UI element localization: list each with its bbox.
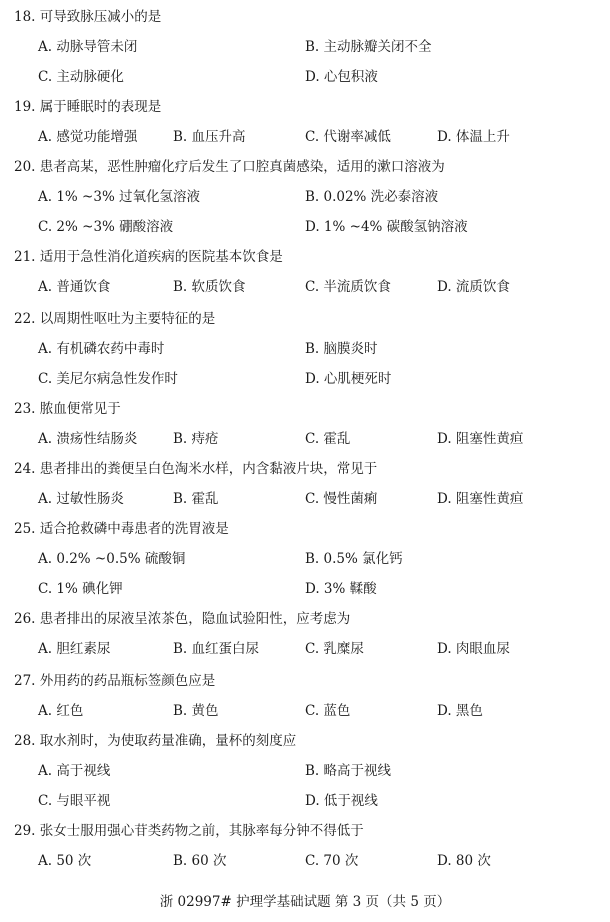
option-c: C. 半流质饮食 xyxy=(305,279,391,295)
option-c: C. 蓝色 xyxy=(305,703,351,719)
option-c: C. 2% ~3% 硼酸溶液 xyxy=(38,219,174,235)
option-b: B. 主动脉瓣关闭不全 xyxy=(305,39,432,55)
question-stem: 29. 张女士服用强心苷类药物之前，其脉率每分钟不得低于 xyxy=(14,823,364,839)
option-d: D. 3% 鞣酸 xyxy=(305,581,377,597)
option-b: B. 略高于视线 xyxy=(305,763,392,779)
option-c: C. 乳糜尿 xyxy=(305,641,364,657)
question-stem: 24. 患者排出的粪便呈白色淘米水样，内含黏液片块，常见于 xyxy=(14,461,378,477)
option-d: D. 黑色 xyxy=(437,703,483,719)
question-stem: 21. 适用于急性消化道疾病的医院基本饮食是 xyxy=(14,249,283,265)
option-a: A. 过敏性肠炎 xyxy=(38,491,124,507)
option-a: A. 普通饮食 xyxy=(38,279,111,295)
page-footer: 浙 02997# 护理学基础试题 第 3 页（共 5 页） xyxy=(159,894,451,910)
option-c: C. 1% 碘化钾 xyxy=(38,581,123,597)
option-a: A. 感觉功能增强 xyxy=(38,129,138,145)
option-d: D. 心包积液 xyxy=(305,69,378,85)
option-c: C. 慢性菌痢 xyxy=(305,491,378,507)
question-stem: 26. 患者排出的尿液呈浓茶色，隐血试验阳性，应考虑为 xyxy=(14,611,351,627)
option-a: A. 红色 xyxy=(38,703,84,719)
option-a: A. 溃疡性结肠炎 xyxy=(38,431,138,447)
option-b: B. 脑膜炎时 xyxy=(305,341,378,357)
option-a: A. 1% ~3% 过氧化氢溶液 xyxy=(38,189,201,205)
option-d: D. 80 次 xyxy=(437,853,491,869)
option-c: C. 代谢率减低 xyxy=(305,129,391,145)
option-c: C. 主动脉硬化 xyxy=(38,69,124,85)
question-stem: 27. 外用药的药品瓶标签颜色应是 xyxy=(14,673,216,689)
option-a: A. 有机磷农药中毒时 xyxy=(38,341,165,357)
question-stem: 28. 取水剂时，为使取药量准确，量杯的刻度应 xyxy=(14,733,297,749)
option-b: B. 血压升高 xyxy=(173,129,246,145)
option-d: D. 1% ~4% 碳酸氢钠溶液 xyxy=(305,219,468,235)
option-b: B. 痔疮 xyxy=(173,431,219,447)
option-c: C. 70 次 xyxy=(305,853,359,869)
option-d: D. 心肌梗死时 xyxy=(305,371,392,387)
option-a: A. 0.2% ~0.5% 硫酸铜 xyxy=(38,551,186,567)
option-c: C. 与眼平视 xyxy=(38,793,111,809)
option-b: B. 血红蛋白尿 xyxy=(173,641,260,657)
option-b: B. 黄色 xyxy=(173,703,219,719)
option-d: D. 肉眼血尿 xyxy=(437,641,510,657)
option-a: A. 高于视线 xyxy=(38,763,111,779)
option-a: A. 动脉导管未闭 xyxy=(38,39,138,55)
option-b: B. 0.5% 氯化钙 xyxy=(305,551,403,567)
question-stem: 23. 脓血便常见于 xyxy=(14,401,121,417)
option-d: D. 低于视线 xyxy=(305,793,378,809)
option-b: B. 0.02% 洗必泰溶液 xyxy=(305,189,439,205)
option-b: B. 霍乱 xyxy=(173,491,219,507)
option-d: D. 体温上升 xyxy=(437,129,510,145)
question-stem: 25. 适合抢救磷中毒患者的洗胃液是 xyxy=(14,521,229,537)
question-stem: 22. 以周期性呕吐为主要特征的是 xyxy=(14,311,216,327)
option-b: B. 软质饮食 xyxy=(173,279,246,295)
question-stem: 18. 可导致脉压减小的是 xyxy=(14,9,162,25)
question-stem: 19. 属于睡眠时的表现是 xyxy=(14,99,162,115)
question-stem: 20. 患者高某，恶性肿瘤化疗后发生了口腔真菌感染，适用的漱口溶液为 xyxy=(14,159,445,175)
option-d: D. 阻塞性黄疸 xyxy=(437,491,524,507)
option-a: A. 胆红素尿 xyxy=(38,641,111,657)
option-b: B. 60 次 xyxy=(173,853,227,869)
option-a: A. 50 次 xyxy=(38,853,92,869)
option-c: C. 美尼尔病急性发作时 xyxy=(38,371,178,387)
option-d: D. 流质饮食 xyxy=(437,279,510,295)
option-c: C. 霍乱 xyxy=(305,431,351,447)
option-d: D. 阻塞性黄疸 xyxy=(437,431,524,447)
